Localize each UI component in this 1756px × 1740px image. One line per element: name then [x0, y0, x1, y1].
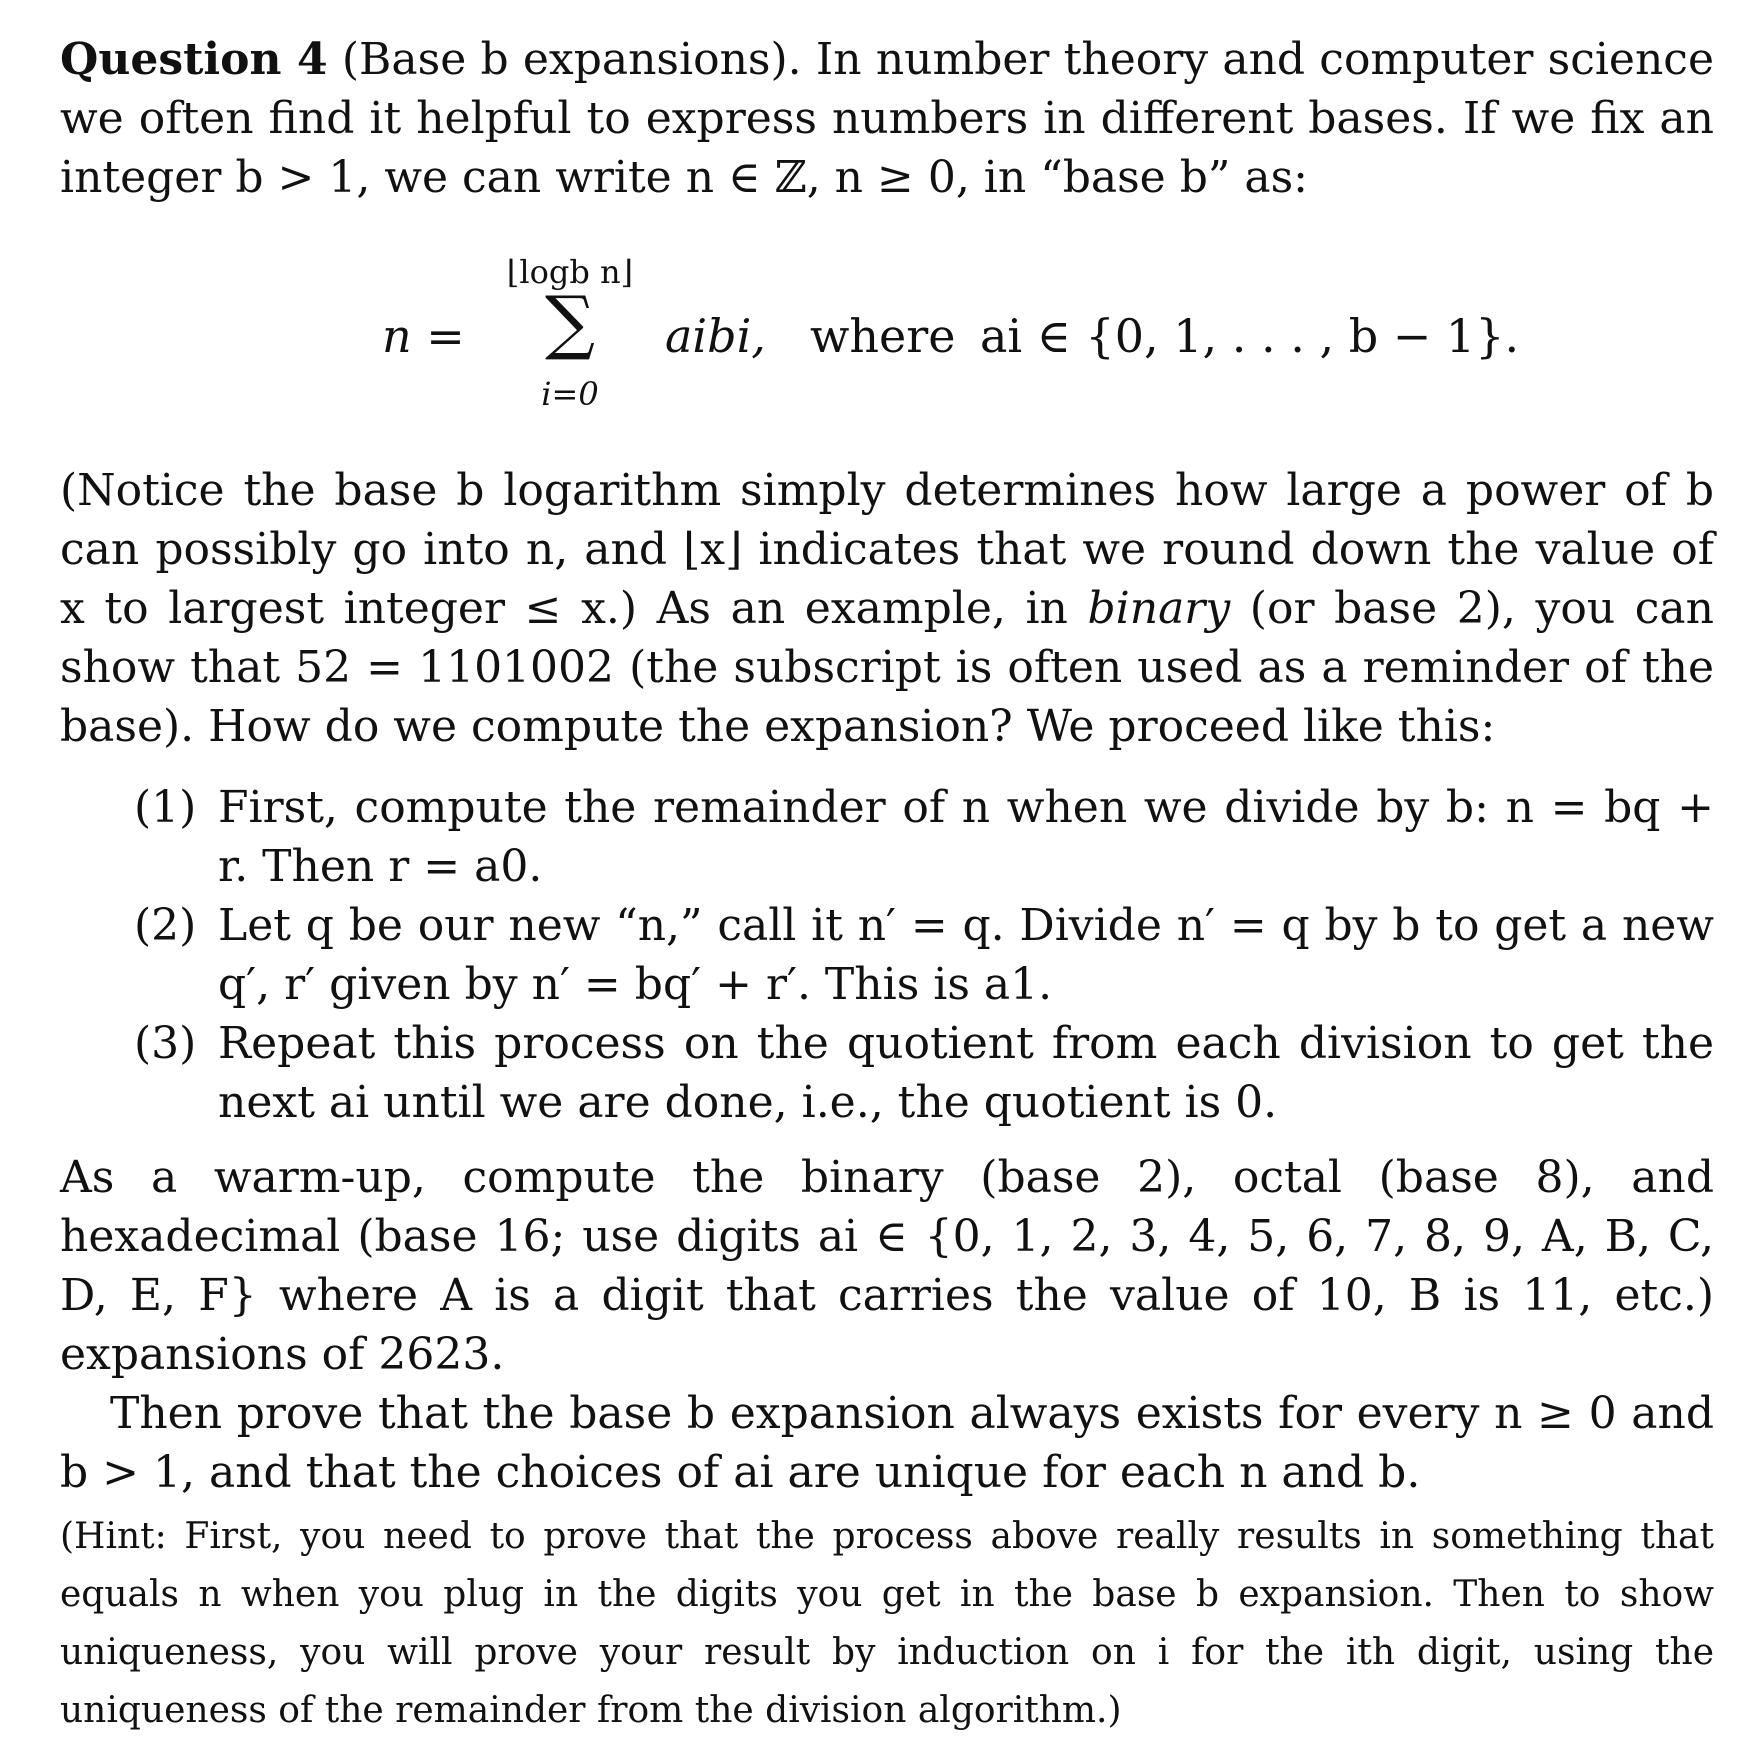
- formula-condition: ai ∈ {0, 1, . . . , b − 1}.: [980, 309, 1520, 363]
- step-number: (3): [134, 1018, 197, 1069]
- notice-text-1: (Notice the base b logarithm simply determines how large a power of b can possibly go into n, and ⌊x⌋ indicates that we round down the value of x to largest integer ≤ x.) As an example, in: [60, 465, 1714, 634]
- notice-text-2: (or base 2), you can show that 52 = 1101002 (the subscript is often used as a reminder of the base). How do we compute the expansion? We proceed like this:: [60, 583, 1715, 752]
- step-item: [60, 778, 1714, 896]
- formula-term: aibi,: [665, 309, 766, 363]
- prove-paragraph: Then prove that the base b expansion always exists for every n ≥ 0 and b > 1, and that the choices of ai are unique for each n and b.: [60, 1388, 1714, 1498]
- question-intro-paragraph: [60, 30, 1714, 207]
- sigma-symbol: ∑: [545, 281, 595, 363]
- step-number: (1): [134, 782, 197, 833]
- formula-lhs: n =: [382, 309, 465, 363]
- steps-list: [60, 778, 1714, 1132]
- binary-word: binary: [1087, 583, 1231, 634]
- step-item: [60, 1014, 1714, 1132]
- question-intro-text: In number theory and computer science we often find it helpful to express numbers in different bases. If we fix an integer b > 1, we can write n ∈ ℤ, n ≥ 0, in “base b” as:: [60, 34, 1714, 203]
- step-text: Repeat this process on the quotient from each division to get the next ai until we are done, i.e., the quotient is 0.: [218, 1018, 1714, 1128]
- sum-upper-limit: ⌊logb n⌋: [506, 253, 634, 291]
- question-subtitle: (Base b expansions).: [341, 34, 802, 85]
- notice-paragraph: [60, 461, 1714, 756]
- sum-lower-limit: i=0: [541, 375, 599, 413]
- step-item: [60, 896, 1714, 1014]
- warmup-paragraph: As a warm-up, compute the binary (base 2), octal (base 8), and hexadecimal (base 16; use digits ai ∈ {0, 1, 2, 3, 4, 5, 6, 7, 8, 9, A, B, C, D, E, F} where A is a digit that carries the value of 10, B is 11, etc.) expansions of 2623.: [60, 1152, 1714, 1380]
- display-formula: [60, 245, 1714, 425]
- question-title: Question 4: [60, 34, 328, 85]
- step-number: (2): [134, 900, 197, 951]
- step-text: First, compute the remainder of n when we divide by b: n = bq + r. Then r = a0.: [218, 782, 1714, 892]
- formula-where: where: [810, 309, 956, 363]
- hint-paragraph: (Hint: First, you need to prove that the process above really results in something that equals n when you plug in the digits you get in the base b expansion. Then to show uniqueness, you will prove your result by induction on i for the ith digit, using the uniqueness of the remainder from the division algorithm.): [60, 1516, 1714, 1731]
- step-text: Let q be our new “n,” call it n′ = q. Divide n′ = q by b to get a new q′, r′ given by n′ = bq′ + r′. This is a1.: [218, 900, 1714, 1010]
